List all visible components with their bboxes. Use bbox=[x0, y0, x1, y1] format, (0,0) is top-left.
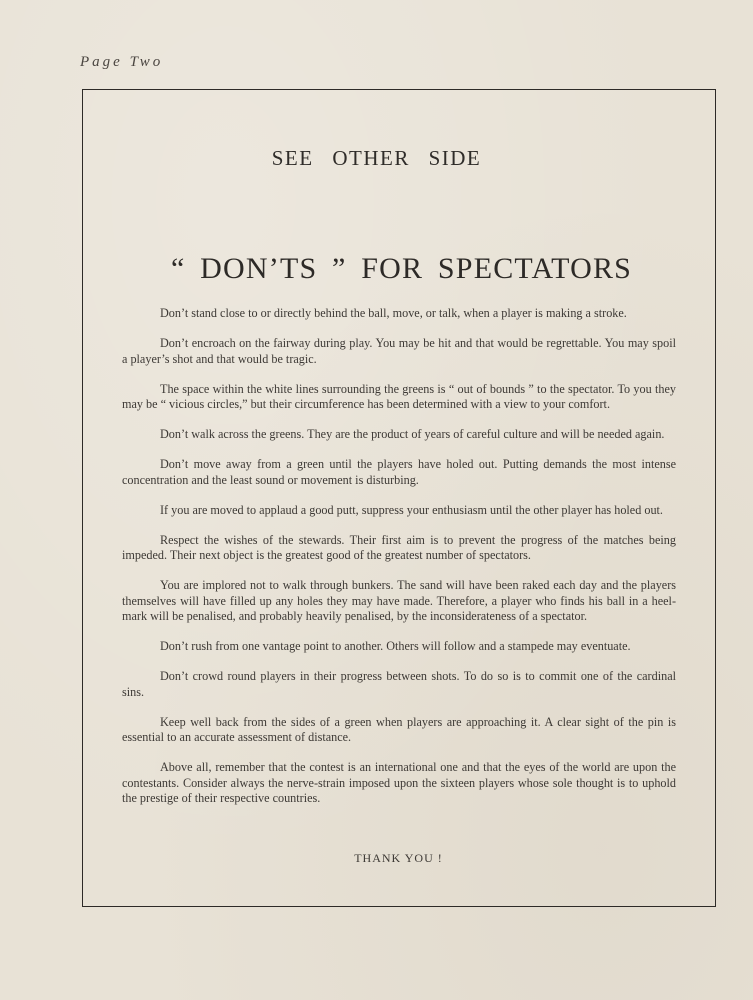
rule-paragraph: Don’t crowd round players in their progress between shots. To do so is to commit one of the cardinal sins. bbox=[122, 669, 676, 699]
rule-paragraph: The space within the white lines surrounding the greens is “ out of bounds ” to the spectator. To you they may be “ vicious circles,” but their circumference has been determined with a view to your comfort. bbox=[122, 381, 676, 411]
rules-body bbox=[122, 306, 676, 821]
see-other-side-heading: SEE OTHER SIDE bbox=[271, 146, 482, 170]
rule-paragraph: Above all, remember that the contest is an international one and that the eyes of the world are upon the contestants. Consider always the nerve-strain imposed upon the sixteen players whose sole thought is to uphold the prestige of their respective countries. bbox=[122, 760, 676, 805]
rule-paragraph: Don’t move away from a green until the players have holed out. Putting demands the most intense concentration and the least sound or movement is disturbing. bbox=[122, 457, 676, 487]
page-number-label: Page Two bbox=[80, 54, 164, 70]
rule-paragraph: You are implored not to walk through bunkers. The sand will have been raked each day and the players themselves will have filled up any holes they may have made. Therefore, a player who finds his ball in a heel-mark will be penalised, and probably heavily penalised, by the inconsiderateness of a spectator. bbox=[122, 578, 676, 623]
rule-paragraph: Don’t walk across the greens. They are the product of years of careful culture and will be needed again. bbox=[160, 427, 665, 441]
donts-for-spectators-title: “ DON’TS ” FOR SPECTATORS bbox=[170, 252, 633, 285]
thank-you-closing: THANK YOU ! bbox=[354, 851, 443, 865]
rule-paragraph: Don’t stand close to or directly behind the ball, move, or talk, when a player is making a stroke. bbox=[160, 306, 627, 320]
rule-paragraph: If you are moved to applaud a good putt, suppress your enthusiasm until the other player has holed out. bbox=[160, 502, 663, 517]
rule-paragraph: Don’t rush from one vantage point to another. Others will follow and a stampede may eventuate. bbox=[160, 639, 631, 653]
rule-paragraph: Don’t encroach on the fairway during play. You may be hit and that would be regrettable. You may spoil a player’s shot and that would be tragic. bbox=[122, 336, 676, 366]
rule-paragraph: Keep well back from the sides of a green when players are approaching it. A clear sight of the pin is essential to an accurate assessment of distance. bbox=[122, 714, 676, 744]
rule-paragraph: Respect the wishes of the stewards. Their first aim is to prevent the progress of the matches being impeded. Their next object is the greatest good of the greatest number of spectators. bbox=[122, 532, 676, 562]
